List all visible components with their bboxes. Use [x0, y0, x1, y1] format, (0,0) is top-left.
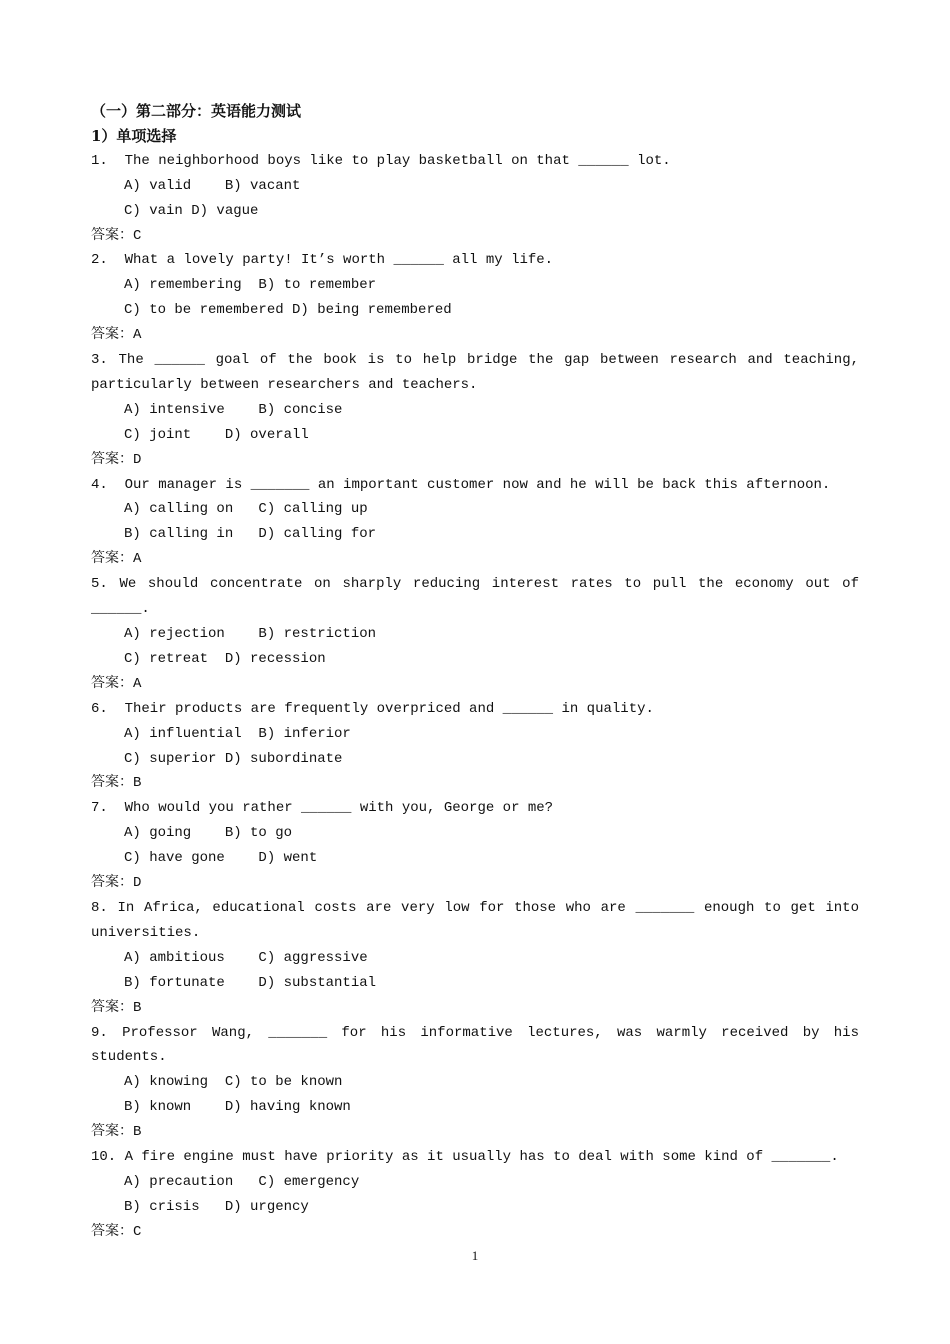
question-options-row: A) calling on C) calling up: [124, 501, 368, 518]
question-block: [91, 697, 859, 797]
question-stem-continuation: ______.: [91, 601, 150, 618]
question-stem: 3. The ______ goal of the book is to help bridge the gap between research and teaching,: [91, 352, 859, 369]
question-stem: 10. A fire engine must have priority as it usually has to deal with some kind of _______.: [91, 1149, 839, 1166]
question-stem: 7. Who would you rather ______ with you, George or me?: [91, 800, 554, 817]
answer-line: 答案：A: [91, 675, 142, 692]
question-block: [91, 473, 859, 573]
answer-line: 答案：B: [91, 775, 142, 792]
question-block: [91, 348, 859, 473]
question-options-row: C) have gone D) went: [124, 850, 318, 867]
question-block: [91, 1021, 859, 1146]
answer-line: 答案：C: [91, 227, 142, 244]
question-options-row: C) retreat D) recession: [124, 650, 326, 667]
question-stem: 1. The neighborhood boys like to play basketball on that ______ lot.: [91, 152, 671, 169]
question-options-row: B) crisis D) urgency: [124, 1198, 309, 1215]
question-options-row: C) to be remembered D) being remembered: [124, 302, 452, 319]
question-options-row: B) fortunate D) substantial: [124, 974, 377, 991]
question-block: [91, 896, 859, 1021]
answer-line: 答案：C: [91, 1223, 142, 1240]
answer-line: 答案：D: [91, 875, 142, 892]
question-stem-continuation: universities.: [91, 924, 201, 941]
answer-line: 答案：B: [91, 999, 142, 1016]
question-options-row: A) going B) to go: [124, 825, 293, 842]
question-block: [91, 248, 859, 348]
question-stem: 5. We should concentrate on sharply reducing interest rates to pull the economy out of: [91, 576, 859, 593]
question-options-row: C) vain D) vague: [124, 202, 259, 219]
question-stem: 8. In Africa, educational costs are very low for those who are _______ enough to get into: [91, 899, 859, 916]
question-options-row: A) ambitious C) aggressive: [124, 949, 368, 966]
question-list: [91, 149, 859, 1245]
question-block: [91, 572, 859, 697]
question-options-row: A) rejection B) restriction: [124, 626, 377, 642]
answer-line: 答案：D: [91, 451, 142, 468]
answer-line: 答案：B: [91, 1124, 142, 1141]
question-options-row: A) intensive B) concise: [124, 401, 343, 418]
question-options-row: A) precaution C) emergency: [124, 1173, 360, 1190]
question-options-row: A) remembering B) to remember: [124, 277, 377, 294]
question-stem-continuation: students.: [91, 1049, 167, 1066]
page-number: 1: [471, 1248, 479, 1263]
question-stem: 4. Our manager is _______ an important customer now and he will be back this afternoon.: [91, 476, 831, 493]
question-options-row: B) known D) having known: [124, 1099, 351, 1116]
question-options-row: B) calling in D) calling for: [124, 526, 377, 543]
document-page: [91, 99, 859, 1245]
question-stem: 2. What a lovely party! It’s worth ______ all my life.: [91, 252, 554, 269]
question-stem-continuation: particularly between researchers and teachers.: [91, 376, 478, 393]
question-block: [91, 796, 859, 896]
subsection-title: 1）单项选择: [91, 126, 177, 145]
question-options-row: A) knowing C) to be known: [124, 1074, 343, 1091]
question-options-row: C) joint D) overall: [124, 426, 309, 443]
question-options-row: A) valid B) vacant: [124, 177, 301, 194]
question-options-row: C) superior D) subordinate: [124, 750, 343, 767]
question-block: [91, 149, 859, 249]
question-stem: 6. Their products are frequently overpriced and ______ in quality.: [91, 700, 654, 717]
answer-line: 答案：A: [91, 327, 142, 344]
section-title: （一）第二部分：英语能力测试: [91, 102, 302, 120]
question-block: [91, 1145, 859, 1245]
question-stem: 9. Professor Wang, _______ for his informative lectures, was warmly received by his: [91, 1024, 859, 1041]
answer-line: 答案：A: [91, 551, 142, 568]
question-options-row: A) influential B) inferior: [124, 725, 351, 742]
